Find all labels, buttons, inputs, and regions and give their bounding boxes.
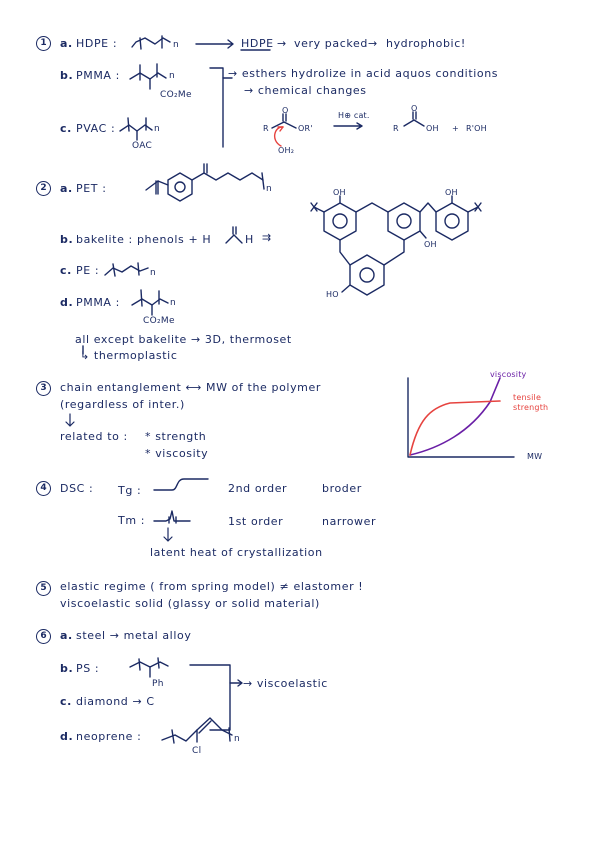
q2d-subscript: n [170, 298, 177, 308]
mechanism-r: R [263, 124, 269, 133]
q5-number: 5 [36, 581, 51, 596]
pet-structure [146, 164, 264, 201]
mechanism-or: OR' [298, 124, 313, 133]
q1a-hydrophobic: hydrophobic! [386, 37, 466, 50]
q6a-letter: a. [60, 629, 73, 642]
q3-strength: * strength [145, 430, 207, 443]
q2b-letter: b. [60, 233, 74, 246]
q3-line1: chain entanglement ⟷ MW of the polymer [60, 381, 321, 394]
q2c-subscript: n [150, 268, 157, 278]
product-roh: R'OH [466, 124, 487, 133]
q1a-letter: a. [60, 37, 73, 50]
bakelite-network [311, 196, 481, 295]
q6a-text: steel → metal alloy [76, 629, 192, 642]
q6b-name: PS : [76, 662, 100, 675]
graph-mw-label: MW [527, 452, 543, 461]
q4-number: 4 [36, 481, 51, 496]
q1a-name: HDPE : [76, 37, 118, 50]
q1-bracket-line2: → chemical changes [244, 84, 367, 97]
q4-dsc: DSC : [60, 482, 94, 495]
q2d-group: CO₂Me [143, 316, 175, 326]
bakelite-ho: HO [326, 290, 339, 299]
q2d-name: PMMA : [76, 296, 120, 309]
q6c-letter: c. [60, 695, 72, 708]
q1-bracket-line1: → esthers hydrolize in acid aquos conditions [228, 67, 499, 80]
q6d-name: neoprene : [76, 730, 142, 743]
q3-number: 3 [36, 381, 51, 396]
q2a-letter: a. [60, 182, 73, 195]
q2-number: 2 [36, 181, 51, 196]
q5-line2: viscoelastic solid (glassy or solid material) [60, 597, 320, 610]
q2a-subscript: n [266, 184, 273, 194]
q1b-group: CO₂Me [160, 90, 192, 100]
graph-tensile-label-1: tensile [513, 393, 542, 402]
pmma-structure-2 [132, 290, 168, 315]
product-plus: + [452, 124, 459, 133]
product-oh: OH [426, 124, 439, 133]
bakelite-oh-1: OH [333, 188, 346, 197]
q6b-group: Ph [152, 679, 164, 689]
q1c-subscript: n [154, 124, 161, 134]
bakelite-oh-2: OH [445, 188, 458, 197]
graph-viscosity-label: viscosity [490, 370, 527, 379]
q4-tg-order: 2nd order [228, 482, 288, 495]
bakelite-oh-3: OH [424, 240, 437, 249]
q5-line1: elastic regime ( from spring model) ≠ elastomer ! [60, 580, 364, 593]
product-o: O [411, 104, 418, 113]
ps-structure [130, 658, 168, 677]
hdpe-structure [132, 36, 170, 49]
q6-bracket-text: → viscoelastic [243, 677, 328, 690]
product-r: R [393, 124, 399, 133]
q3-line2: (regardless of inter.) [60, 398, 185, 411]
dsc-curves [154, 479, 208, 541]
mechanism-catalyst: H⊕ cat. [338, 111, 370, 120]
q6d-group: Cl [192, 746, 202, 756]
q1a-long-arrow [196, 40, 233, 48]
q6-bracket [190, 665, 242, 730]
q2a-name: PET : [76, 182, 107, 195]
pvac-structure [120, 118, 152, 140]
q1b-letter: b. [60, 69, 74, 82]
q4-tm-label: Tm : [118, 514, 146, 527]
q4-tg-width: broder [322, 482, 362, 495]
formaldehyde-structure [226, 227, 242, 243]
q2c-letter: c. [60, 264, 72, 277]
q4-tm-order: 1st order [228, 515, 284, 528]
q1c-letter: c. [60, 122, 72, 135]
q2-conclusion-1: all except bakelite → 3D, thermoset [75, 333, 292, 346]
q1a-hdpe-underlined: HDPE [241, 37, 274, 50]
q2b-text: bakelite : phenols + H [76, 233, 212, 246]
q6d-subscript: n [234, 734, 241, 744]
q3-viscosity: * viscosity [145, 447, 209, 460]
q4-tg-label: Tg : [118, 484, 142, 497]
q1-number: 1 [36, 36, 51, 51]
q2c-name: PE : [76, 264, 100, 277]
q1a-arrow-2: → [368, 37, 378, 50]
mechanism-o: O [282, 106, 289, 115]
mw-graph [408, 378, 514, 457]
graph-tensile-label-2: strength [513, 403, 549, 412]
q2b-h: H [245, 233, 254, 246]
q4-latent-heat: latent heat of crystallization [150, 546, 323, 559]
q3-down-arrow [66, 414, 74, 426]
q3-related: related to : [60, 430, 128, 443]
q1b-name: PMMA : [76, 69, 120, 82]
q6b-letter: b. [60, 662, 74, 675]
q1a-arrow-1: → [277, 37, 287, 50]
q2-conclusion-2: ↳ thermoplastic [80, 349, 178, 362]
q1c-group: OAC [132, 141, 153, 151]
q2d-letter: d. [60, 296, 74, 309]
q4-tm-width: narrower [322, 515, 377, 528]
pe-structure [105, 263, 148, 276]
q1a-subscript: n [173, 40, 180, 50]
q1a-very-packed: very packed [294, 37, 368, 50]
q6c-text: diamond → C [76, 695, 155, 708]
mechanism-oh2: OH₂ [278, 146, 295, 155]
q1c-name: PVAC : [76, 122, 116, 135]
q6-number: 6 [36, 629, 51, 644]
q6d-letter: d. [60, 730, 74, 743]
q1b-subscript: n [169, 71, 176, 81]
pmma-structure-1 [130, 64, 166, 89]
q2b-arrow: ⇉ [262, 231, 272, 244]
